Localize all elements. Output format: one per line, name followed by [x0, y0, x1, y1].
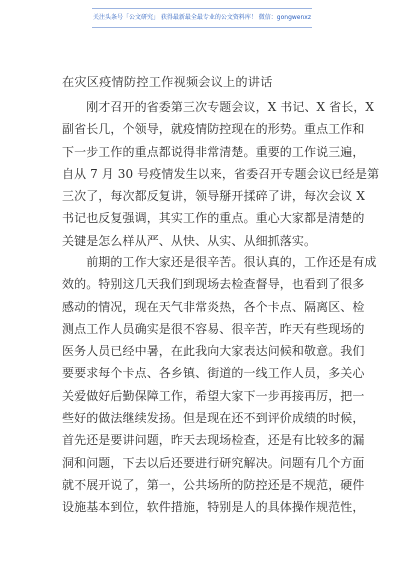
text-line: 设施基本到位，软件措施，特别是人的具体操作规范性， — [62, 500, 365, 515]
text-line: 要要求每个卡点、各乡镇、街道的一线工作人员，多关心 — [62, 366, 365, 381]
top-banner — [92, 8, 312, 28]
text-line: 洞和问题，下去以后还要进行研究解决。问题有几个方面 — [62, 455, 365, 470]
text-line: 感动的情况，现在天气非常炎热，各个卡点、隔离区、检 — [62, 299, 365, 314]
text-line: 首先还是要讲问题，昨天去现场检查，还是有比较多的漏 — [62, 433, 365, 448]
text-line: 三次了，每次都反复讲，领导掰开揉碎了讲，每次会议 X — [62, 189, 365, 204]
banner-text: 关注头条号「公文研究」 获得最新最全最专业的公文资料库！ 微信：gongwenxz — [92, 14, 311, 21]
text-line: 关键是怎么样从严、从快、从实、从细抓落实。 — [62, 233, 317, 248]
text-line: 下一步工作的重点都说得非常清楚。重要的工作说三遍， — [62, 144, 365, 159]
text-line: 刚才召开的省委第三次专题会议，X 书记、X 省长，X — [62, 100, 375, 114]
paragraph-2 — [62, 251, 377, 519]
document-title: 在灾区疫情防控工作视频会议上的讲话 — [62, 75, 273, 89]
text-line: 自从 7 月 30 号疫情发生以来，省委召开专题会议已经是第 — [62, 166, 380, 181]
text-line: 医务人员已经中暑，在此我向大家表达问候和敬意。我们 — [62, 344, 365, 359]
text-line: 书记也反复强调，其实工作的重点。重心大家都是清楚的 — [62, 211, 365, 226]
text-line: 副省长几，个领导，就疫情防控现在的形势。重点工作和 — [62, 122, 365, 137]
text-line: 关爱做好后勤保障工作，希望大家下一步再接再厉，把一 — [62, 388, 365, 403]
text-line: 测点工作人员确实是很不容易、很辛苦，昨天有些现场的 — [62, 321, 365, 336]
paragraph-1 — [62, 96, 380, 252]
text-line: 就不展开说了，第一，公共场所的防控还是不规范，硬件 — [62, 477, 365, 492]
text-line: 前期的工作大家还是很辛苦。很认真的，工作还是有成 — [62, 255, 377, 269]
text-line: 效的。特别这几天我们到现场去检查督导，也看到了很多 — [62, 277, 365, 292]
text-line: 些好的做法继续发扬。但是现在还不到评价成绩的时候， — [62, 411, 365, 426]
